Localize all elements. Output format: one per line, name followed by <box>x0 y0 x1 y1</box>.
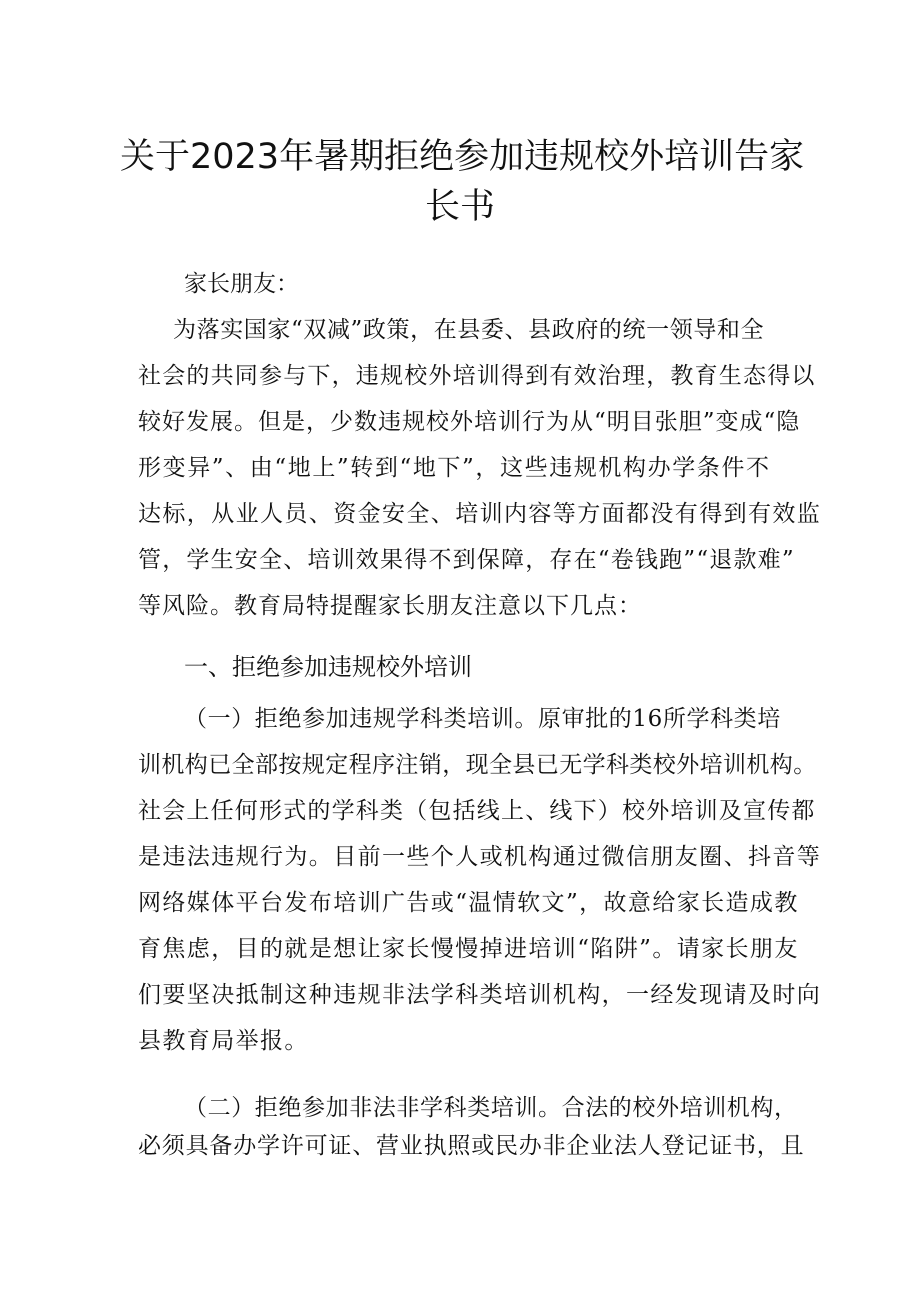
salutation: 家长朋友： <box>184 271 299 297</box>
para1-line: 们要坚决抵制这种违规非法学科类培训机构，一经发现请及时向 <box>138 982 822 1008</box>
para2-line: 必须具备办学许可证、营业执照或民办非企业法人登记证书，且 <box>138 1133 805 1159</box>
para1-line: 社会上任何形式的学科类（包括线上、线下）校外培训及宣传都 <box>138 798 816 824</box>
para1-line: 训机构已全部按规定程序注销，现全县已无学科类校外培训机构。 <box>138 752 817 778</box>
intro-line: 管，学生安全、培训效果得不到保障，存在“卷钱跑”“退款难” <box>138 547 795 573</box>
document-title-line-1: 关于2023年暑期拒绝参加违规校外培训告家 <box>120 137 805 177</box>
intro-line: 形变异”、由“地上”转到“地下”，这些违规机构办学条件不 <box>138 455 771 481</box>
para1-line: 网络媒体平台发布培训广告或“温情软文”，故意给家长造成教 <box>138 890 799 916</box>
para1-line: 是违法违规行为。目前一些个人或机构通过微信朋友圈、抖音等 <box>138 844 822 870</box>
intro-line: 社会的共同参与下，违规校外培训得到有效治理，教育生态得以 <box>138 363 816 389</box>
para1-line: 县教育局举报。 <box>138 1028 309 1054</box>
intro-line: 较好发展。但是，少数违规校外培训行为从“明目张胆”变成“隐 <box>138 409 801 435</box>
intro-line: 为落实国家“双减”政策，在县委、县政府的统一领导和全 <box>173 317 765 343</box>
document-title-line-2: 长书 <box>424 187 495 227</box>
para2-line: （二）拒绝参加非法非学科类培训。合法的校外培训机构， <box>184 1095 798 1121</box>
para1-line: （一）拒绝参加违规学科类培训。原审批的16所学科类培 <box>184 706 781 732</box>
intro-line: 等风险。教育局特提醒家长朋友注意以下几点： <box>138 593 642 619</box>
intro-line: 达标，从业人员、资金安全、培训内容等方面都没有得到有效监 <box>138 501 822 527</box>
section-heading-1: 一、拒绝参加违规校外培训 <box>184 653 472 681</box>
para1-line: 育焦虑，目的就是想让家长慢慢掉进培训“陷阱”。请家长朋友 <box>138 936 799 962</box>
